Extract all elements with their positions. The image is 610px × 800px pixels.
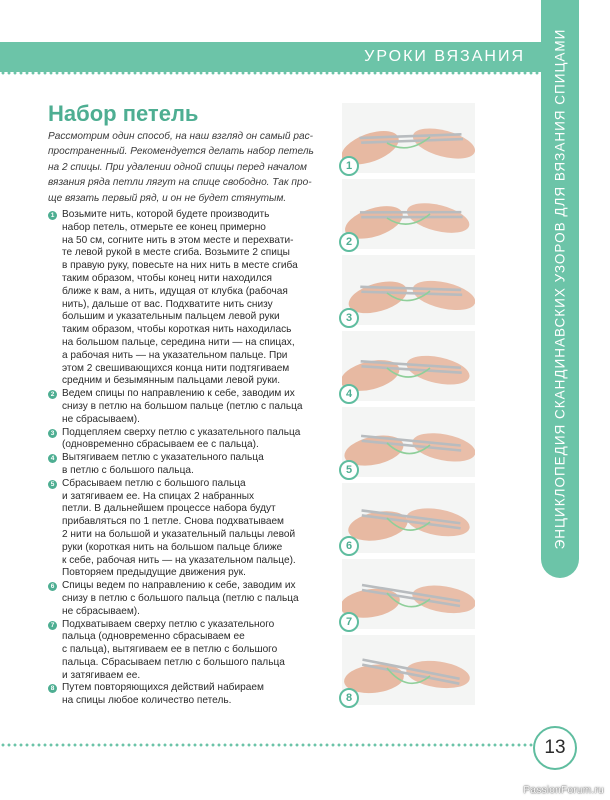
- step-photo: [342, 103, 475, 173]
- step-text-line: (одновременно сбрасываем ее с пальца).: [62, 439, 259, 451]
- step-photo: [342, 407, 475, 477]
- step-number-badge: 2: [48, 390, 57, 399]
- step-photo: [342, 255, 475, 325]
- step-text-line: Сбрасываем петлю с большого пальца: [62, 477, 246, 489]
- step-text-line: Возьмите нить, которой будете производить: [62, 209, 270, 220]
- step-item: [48, 452, 334, 478]
- step-text-line: пальца. Сбрасываем петлю с большого пальца: [62, 656, 285, 668]
- step-text-line: и затягиваем ее. На спицах 2 набранных: [62, 490, 255, 502]
- step-photo: [342, 635, 475, 705]
- hands-illustration: [342, 635, 475, 705]
- step-text-line: снизу в петлю на большом пальце (петлю с пальца: [62, 400, 303, 412]
- step-text-line: к себе, рабочая нить — на указательном пальце).: [62, 554, 296, 566]
- step-text-line: нить), дальше от вас. Подхватите нить снизу: [62, 298, 273, 310]
- photo-step-badge: 8: [339, 688, 359, 708]
- step-text-line: Вытягиваем петлю с указательного пальца: [62, 452, 264, 464]
- step-text-line: 2 нити на большой и указательный пальцы левой: [62, 528, 296, 540]
- watermark: PassionForum.ru: [523, 785, 604, 796]
- step-text: [62, 427, 334, 453]
- bottom-dot-border: [0, 742, 533, 748]
- step-text-line: Путем повторяющихся действий набираем: [62, 682, 264, 694]
- photo-column: [342, 103, 475, 711]
- step-text-line: прибавляться по 1 петле. Снова подхватываем: [62, 516, 284, 528]
- step-number-badge: 3: [48, 429, 57, 438]
- step-text-line: Подцепляем сверху петлю с указательного пальца: [62, 426, 301, 438]
- step-text: [62, 619, 334, 683]
- step-item: [48, 478, 334, 580]
- step-text-line: большим и указательным пальцем левой руки: [62, 311, 280, 323]
- hands-illustration: [342, 483, 475, 553]
- hands-illustration: [342, 559, 475, 629]
- step-text-line: набор петель, отмерьте ее конец примерно: [62, 221, 266, 233]
- photo-step-badge: 3: [339, 308, 359, 328]
- step-text-line: Подхватываем сверху петлю с указательного: [62, 618, 275, 630]
- step-text: [62, 209, 334, 388]
- step-text: [62, 478, 334, 580]
- step-text-line: в правую руку, повесьте на них нить в месте сгиба: [62, 260, 298, 272]
- book-title: ЭНЦИКЛОПЕДИЯ СКАНДИНАВСКИХ УЗОРОВ ДЛЯ ВЯЗАНИЯ СПИЦАМИ: [552, 28, 568, 550]
- intro-line: на 2 спицы. При удалении одной спицы перед началом: [48, 161, 307, 173]
- photo-step-badge: 2: [339, 232, 359, 252]
- photo-step-badge: 6: [339, 536, 359, 556]
- step-photo: [342, 331, 475, 401]
- step-text-line: и затягиваем ее.: [62, 669, 141, 681]
- step-text-line: те левой рукой в месте сгиба. Возьмите 2 спицы: [62, 247, 290, 259]
- step-text-line: на большом пальце, середина нити — на спицах,: [62, 336, 295, 348]
- step-item: [48, 209, 334, 388]
- step-item: [48, 388, 334, 426]
- step-number-badge: 4: [48, 454, 57, 463]
- step-text-line: Ведем спицы по направлению к себе, заводим их: [62, 388, 295, 400]
- step-text-line: таким образом, чтобы конец нити находился: [62, 272, 272, 284]
- step-photo: [342, 559, 475, 629]
- step-text-line: не сбрасываем).: [62, 413, 140, 425]
- step-item: [48, 619, 334, 683]
- step-text-line: с пальца), вытягиваем ее в петлю с большого: [62, 644, 278, 656]
- intro-line: пространенный. Рекомендуется делать набор петель: [48, 146, 314, 158]
- steps-list: [48, 209, 334, 708]
- step-text-line: снизу в петлю с большого пальца (петлю с пальца: [62, 592, 299, 604]
- section-title: УРОКИ ВЯЗАНИЯ: [364, 48, 525, 65]
- photo-step-badge: 1: [339, 156, 359, 176]
- step-text-line: петли. В дальнейшем процессе набора будут: [62, 503, 276, 515]
- step-photo: [342, 179, 475, 249]
- step-number-badge: 6: [48, 582, 57, 591]
- step-photo: [342, 483, 475, 553]
- step-text-line: на 50 см, согните нить в этом месте и перехвати-: [62, 234, 294, 246]
- step-text-line: Спицы ведем по направлению к себе, заводим их: [62, 580, 296, 592]
- photo-step-badge: 5: [339, 460, 359, 480]
- intro-line: ще вязать первый ряд, и он не будет стянутым.: [48, 192, 287, 204]
- step-text: [62, 388, 334, 426]
- step-text: [62, 452, 334, 478]
- photo-step-badge: 4: [339, 384, 359, 404]
- intro-line: вязания ряда петли лягут на спице свободно. Так про-: [48, 177, 312, 189]
- step-text-line: не сбрасываем).: [62, 605, 140, 617]
- hands-illustration: [342, 103, 475, 173]
- step-text-line: пальца (одновременно сбрасываем ее: [62, 631, 245, 643]
- side-bar: [541, 0, 579, 578]
- step-item: [48, 580, 334, 618]
- step-text: [62, 580, 334, 618]
- hands-illustration: [342, 255, 475, 325]
- step-number-badge: 8: [48, 684, 57, 693]
- intro-text: [48, 129, 326, 206]
- step-number-badge: 7: [48, 621, 57, 630]
- page-number: 13: [533, 726, 577, 770]
- step-number-badge: 1: [48, 211, 57, 220]
- step-text: [62, 682, 334, 708]
- step-item: [48, 682, 334, 708]
- step-text-line: таким образом, чтобы короткая нить находилась: [62, 324, 292, 336]
- article-title: Набор петель: [48, 101, 199, 126]
- step-text-line: в петлю с большого пальца.: [62, 464, 194, 476]
- photo-step-badge: 7: [339, 612, 359, 632]
- intro-line: Рассмотрим один способ, на наш взгляд он самый рас-: [48, 131, 313, 142]
- hands-illustration: [342, 407, 475, 477]
- step-text-line: этом 2 свешивающихся конца нити подтягиваем: [62, 362, 290, 374]
- step-number-badge: 5: [48, 480, 57, 489]
- step-item: [48, 427, 334, 453]
- step-text-line: ближе к вам, а нить, идущая от клубка (рабочая: [62, 285, 288, 297]
- step-text-line: на спицы любое количество петель.: [62, 695, 232, 707]
- hands-illustration: [342, 179, 475, 249]
- step-text-line: а рабочая нить — на указательном пальце. При: [62, 349, 288, 361]
- step-text-line: Повторяем предыдущие движения рук.: [62, 567, 246, 579]
- hands-illustration: [342, 331, 475, 401]
- step-text-line: руки (короткая нить на большом пальце ближе: [62, 541, 283, 553]
- step-text-line: средним и безымянным пальцами левой руки.: [62, 375, 281, 387]
- header-bar: [0, 42, 541, 72]
